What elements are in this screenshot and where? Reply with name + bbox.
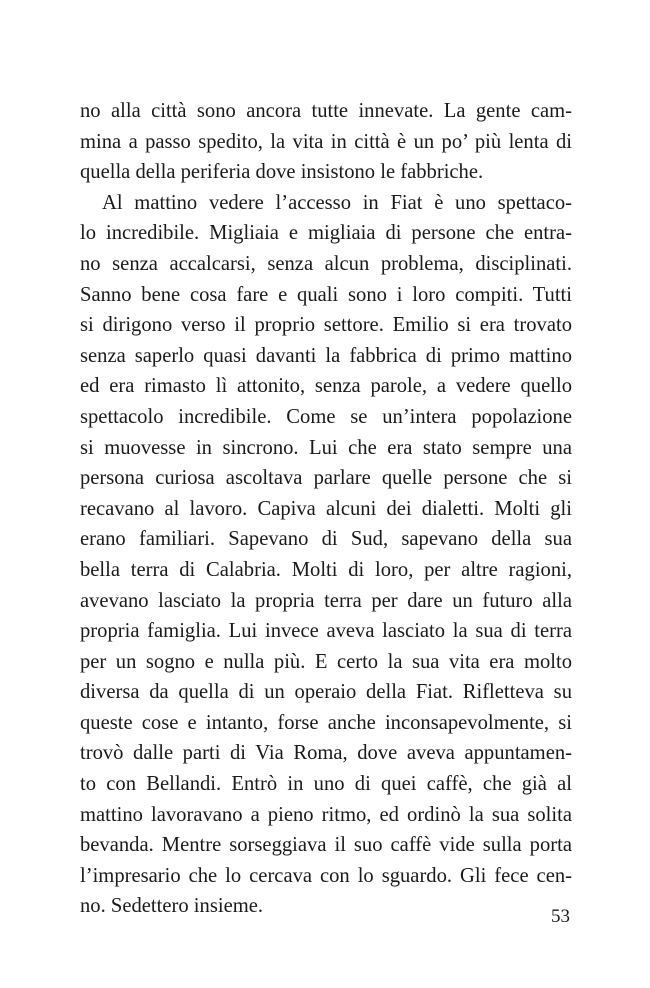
text-line: recavano al lavoro. Capiva alcuni dei dialetti. Molti gli [80, 497, 572, 520]
text-line: si dirigono verso il proprio settore. Emilio si era trovato [80, 314, 572, 337]
text-line: l’impresario che lo cercava con lo sguardo. Gli fece cen- [80, 864, 572, 887]
text-line: persona curiosa ascoltava parlare quelle persone che si [80, 467, 572, 490]
text-line: no senza accalcarsi, senza alcun problema, disciplinati. [80, 252, 572, 275]
text-line: bella terra di Calabria. Molti di loro, per altre ragioni, [80, 558, 572, 581]
book-page-text [80, 96, 572, 922]
text-line: trovò dalle parti di Via Roma, dove aveva appuntamen- [80, 742, 572, 765]
text-line: no alla città sono ancora tutte innevate. La gente cam- [80, 100, 572, 122]
text-line: lo incredibile. Migliaia e migliaia di persone che entra- [80, 222, 572, 245]
text-line: ed era rimasto lì attonito, senza parole, a vedere quello [80, 375, 572, 398]
text-line: senza saperlo quasi davanti la fabbrica di primo mattino [80, 344, 572, 367]
text-line: Sanno bene cosa fare e quali sono i loro compiti. Tutti [80, 283, 572, 306]
text-line: bevanda. Mentre sorseggiava il suo caffè vide sulla porta [80, 834, 572, 857]
text-line: Al mattino vedere l’accesso in Fiat è uno spettaco- [102, 191, 572, 214]
text-line: spettacolo incredibile. Come se un’intera popolazione [80, 405, 572, 428]
text-line: quella della periferia dove insistono le fabbriche. [80, 161, 484, 184]
text-line: avevano lasciato la propria terra per dare un futuro alla [80, 589, 572, 612]
paragraph-2 [80, 188, 572, 922]
text-line: per un sogno e nulla più. E certo la sua vita era molto [80, 650, 572, 673]
page-number: 53 [551, 906, 570, 927]
text-line: queste cose e intanto, forse anche inconsapevolmente, si [80, 711, 572, 734]
text-line: erano familiari. Sapevano di Sud, sapevano della sua [80, 528, 572, 551]
text-line: to con Bellandi. Entrò in uno di quei caffè, che già al [80, 773, 572, 796]
text-line: propria famiglia. Lui invece aveva lasciato la sua di terra [80, 620, 572, 643]
text-line: mattino lavoravano a pieno ritmo, ed ordinò la sua solita [80, 803, 572, 826]
text-line: mina a passo spedito, la vita in città è un po’ più lenta di [80, 130, 572, 153]
text-line: si muovesse in sincrono. Lui che era stato sempre una [80, 436, 572, 459]
paragraph-1 [80, 96, 572, 188]
text-line: no. Sedettero insieme. [80, 895, 264, 918]
text-line: diversa da quella di un operaio della Fiat. Rifletteva su [80, 681, 572, 704]
